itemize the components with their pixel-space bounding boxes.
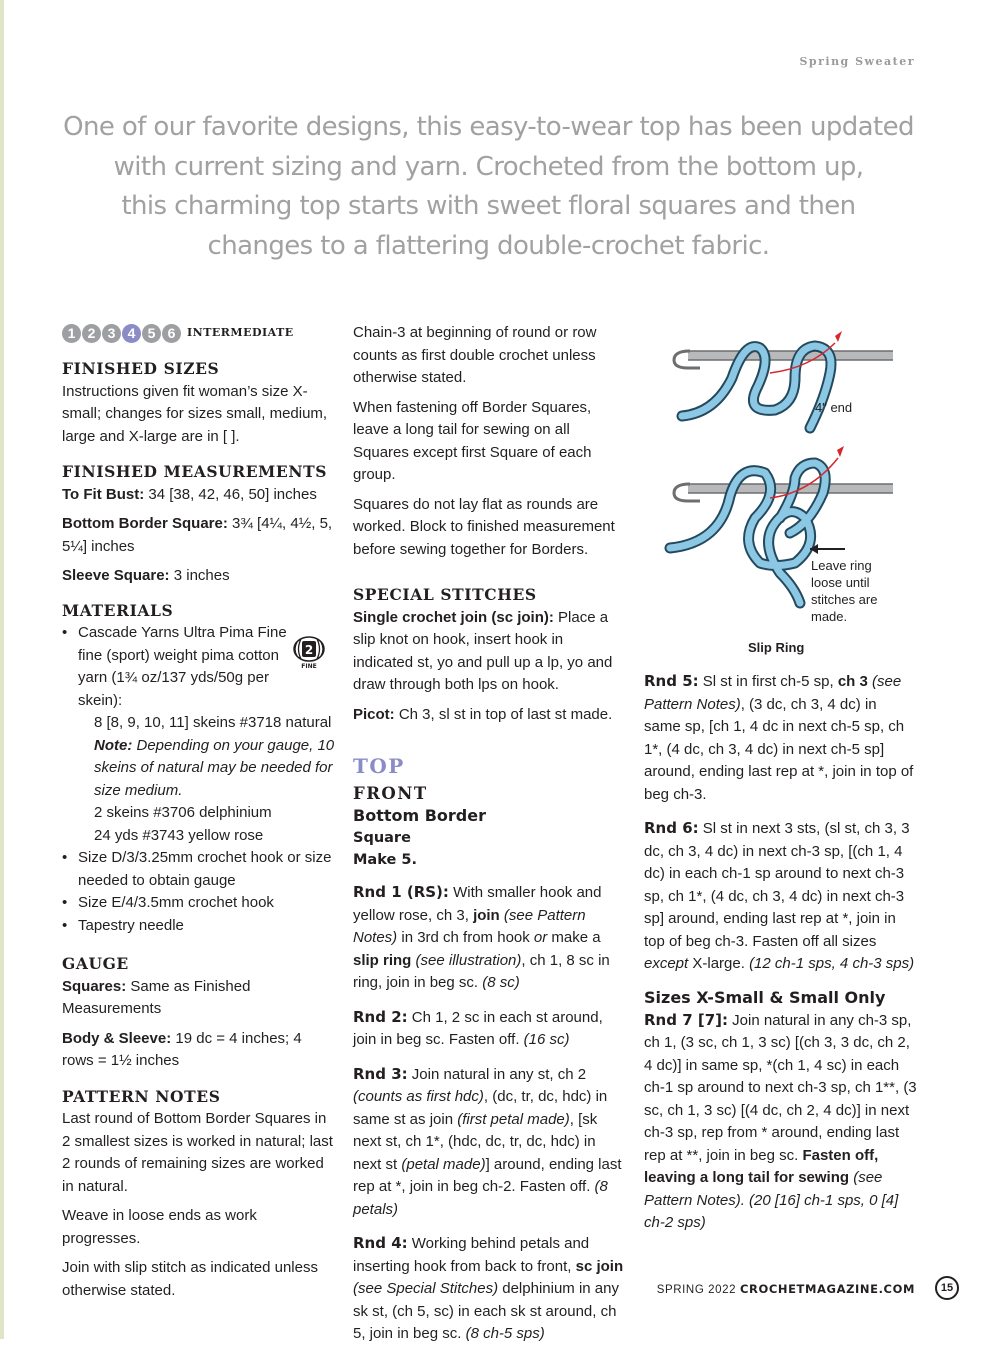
pattern-note: Weave in loose ends as work progresses. — [62, 1207, 257, 1247]
sleeve-square-line: Sleeve Square: 3 inches — [62, 567, 230, 584]
intro-line: this charming top starts with sweet floral squares and then — [121, 191, 856, 221]
list-item: • Size D/3/3.25mm crochet hook or size needed to obtain gauge — [62, 847, 337, 892]
column-2 — [353, 322, 625, 1353]
slip-ring-diagram — [660, 318, 920, 658]
skill-dot-2: 2 — [82, 324, 101, 343]
make-count: Make 5. — [353, 852, 417, 868]
skill-dot-5: 5 — [142, 324, 161, 343]
intro-paragraph — [60, 108, 917, 266]
diagram-label-ring: stitches are — [811, 592, 878, 607]
skill-label: INTERMEDIATE — [187, 325, 294, 339]
bust-line: To Fit Bust: 34 [38, 42, 46, 50] inches — [62, 485, 317, 503]
pattern-note: Squares do not lay flat as rounds are worked. Block to finished measurement before sewing together for Borders. — [353, 495, 615, 558]
column-3 — [644, 670, 917, 1242]
skill-dot-4-selected: 4 — [122, 324, 141, 343]
crochet-hook-top — [674, 351, 893, 368]
pattern-note: When fastening off Border Squares, leave a long tail for sewing on all Squares except first Square of each group. — [353, 398, 592, 483]
diagram-label-end: 4" end — [815, 400, 853, 415]
intro-line: with current sizing and yarn. Crocheted from the bottom up, — [113, 151, 864, 182]
materials-heading: MATERIALS — [62, 600, 174, 620]
front-heading: FRONT — [353, 784, 428, 803]
pattern-notes-heading: PATTERN NOTES — [62, 1086, 221, 1106]
skill-dot-3: 3 — [102, 324, 121, 343]
list-item: • Tapestry needle — [62, 915, 337, 938]
diagram-label-ring: Leave ring — [811, 558, 872, 573]
yarn-weight-fine-icon — [291, 636, 327, 670]
page-number: 15 — [935, 1276, 959, 1300]
skill-dot-1: 1 — [62, 324, 81, 343]
round-6: Rnd 6: Sl st in next 3 sts, (sl st, ch 3, 3 dc, ch 3, 4 dc) in next ch-3 sp, [(ch 1, 4 dc) in each ch-1 sp around to next ch-3 sp, ch 1*, (4 dc, ch 3, 4 dc) in next ch-3 sp] around, ending last rep at *, join in top of beg ch-3. Fasten off all sizes except X-large. (12 ch-1 sps, 4 ch-3 sps) — [644, 819, 915, 972]
pattern-note: Chain-3 at beginning of round or row counts as first double crochet unless otherwise stated. — [353, 324, 597, 386]
round-2: Rnd 2: Ch 1, 2 sc in each st around, join in beg sc. Fasten off. (16 sc) — [353, 1007, 603, 1048]
list-item: • Cascade Yarns Ultra Pima Fine fine (sport) weight pima cotton yarn (1¾ oz/137 yds/50g per skein): 8 [8, 9, 10, 11] skeins #3718 natural Note: Depending on your gauge, 10 skeins of natural may be needed for size medium. 2 skeins #3706 delphinium 24 yds #3743 yellow rose — [62, 622, 337, 847]
gauge-body: Body & Sleeve: 19 dc = 4 inches; 4 rows = 1½ inches — [62, 1029, 302, 1069]
sizes-heading: Sizes X-Small & Small Only — [644, 987, 886, 1007]
border-square-line: Bottom Border Square: 3¾ [4¼, 4½, 5, 5¼] inches — [62, 515, 333, 555]
arrow-head — [835, 331, 842, 342]
diagram-caption: Slip Ring — [748, 640, 805, 655]
page-footer — [600, 1282, 915, 1296]
gauge-squares: Squares: Same as Finished Measurements — [62, 977, 251, 1017]
intro-line: changes to a flattering double-crochet fabric. — [207, 230, 770, 261]
gauge-heading: GAUGE — [62, 954, 129, 973]
square-heading: Square — [353, 830, 411, 846]
top-heading: TOP — [353, 754, 405, 778]
crochet-hook-bottom — [674, 484, 893, 501]
pattern-note: Last round of Bottom Border Squares in 2 smallest sizes is worked in natural; last 2 rounds of remaining sizes are worked in natural. — [62, 1110, 333, 1195]
yarn-weight-number: 2 — [304, 643, 314, 657]
running-header: Spring Sweater — [799, 55, 915, 68]
column-1 — [62, 322, 337, 1309]
round-7: Rnd 7 [7]: Join natural in any ch-3 sp, ch 1, (3 sc, ch 1, 3 sc) [(ch 3, 3 dc, ch 2, 4 dc)] in same sp, *(ch 1, 4 sc) in each ch-1 sp around to next ch-3 sp, ch 1**, (3 sc, ch 1, 3 sc) [(4 dc, ch 2, 4 dc)] in next ch-3 sp, rep from * around, ending last rep at **, join in beg sc. Fasten off, leaving a long tail for sewing (see Pattern Notes). (20 [16] ch-1 sps, 0 [4] ch-2 sps) — [644, 1010, 917, 1231]
round-1: Rnd 1 (RS): With smaller hook and yellow rose, ch 3, join (see Pattern Notes) in 3rd ch from hook or make a slip ring (see illustration), ch 1, 8 sc in ring, join in beg sc. (8 sc) — [353, 883, 610, 991]
finished-sizes-text: Instructions given fit woman’s size X-small; changes for sizes small, medium, large and X-large are in [ ]. — [62, 382, 328, 445]
diagram-label-ring: loose until — [811, 575, 870, 590]
page-edge — [0, 0, 4, 1339]
round-5: Rnd 5: Sl st in first ch-5 sp, ch 3 (see Pattern Notes), (3 dc, ch 3, 4 dc) in same sp, [ch 1, 4 dc in next ch-5 sp, ch 1*, (4 dc, ch 3, 4 dc) in next ch-5 sp] around, ending last rep at *, join in top of beg ch-3. — [644, 672, 914, 803]
picot-definition: Picot: Ch 3, sl st in top of last st made. — [353, 705, 613, 723]
list-item: • Size E/4/3.5mm crochet hook — [62, 892, 337, 915]
skill-level — [62, 322, 337, 344]
arrow-head — [837, 446, 844, 457]
round-4: Rnd 4: Working behind petals and inserting hook from back to front, sc join (see Special Stitches) delphinium in any sk st, (ch 5, sc) in each sk st around, ch 5, join in beg sc. (8 ch-5 sps) — [353, 1234, 624, 1342]
skill-dot-6: 6 — [162, 324, 181, 343]
finished-sizes-heading: FINISHED SIZES — [62, 359, 220, 378]
footer-issue: SPRING 2022 — [656, 1284, 740, 1296]
round-3: Rnd 3: Join natural in any st, ch 2 (counts as first hdc), (dc, tr, dc, hdc) in same st as join (first petal made), [sk next st, ch 1*, (hdc, dc, tr, dc, hdc) in next st (petal made)] around, ending last rep at *, join in beg ch-2. Fasten off. (8 petals) — [353, 1064, 622, 1218]
bottom-border-heading: Bottom Border — [353, 806, 486, 825]
intro-line: One of our favorite designs, this easy-to-wear top has been updated — [63, 112, 914, 142]
sc-join-definition: Single crochet join (sc join): Place a slip knot on hook, insert hook in indicated st, yo and pull up a lp, yo and draw through both lps on hook. — [353, 608, 613, 693]
yarn-weight-label: FINE — [301, 663, 317, 670]
footer-site: CROCHETMAGAZINE.COM — [739, 1282, 915, 1296]
finished-measurements-heading: FINISHED MEASUREMENTS — [62, 462, 328, 481]
pattern-note: Join with slip stitch as indicated unless otherwise stated. — [62, 1259, 318, 1299]
special-stitches-heading: SPECIAL STITCHES — [353, 585, 537, 604]
diagram-label-ring: made. — [811, 609, 848, 624]
